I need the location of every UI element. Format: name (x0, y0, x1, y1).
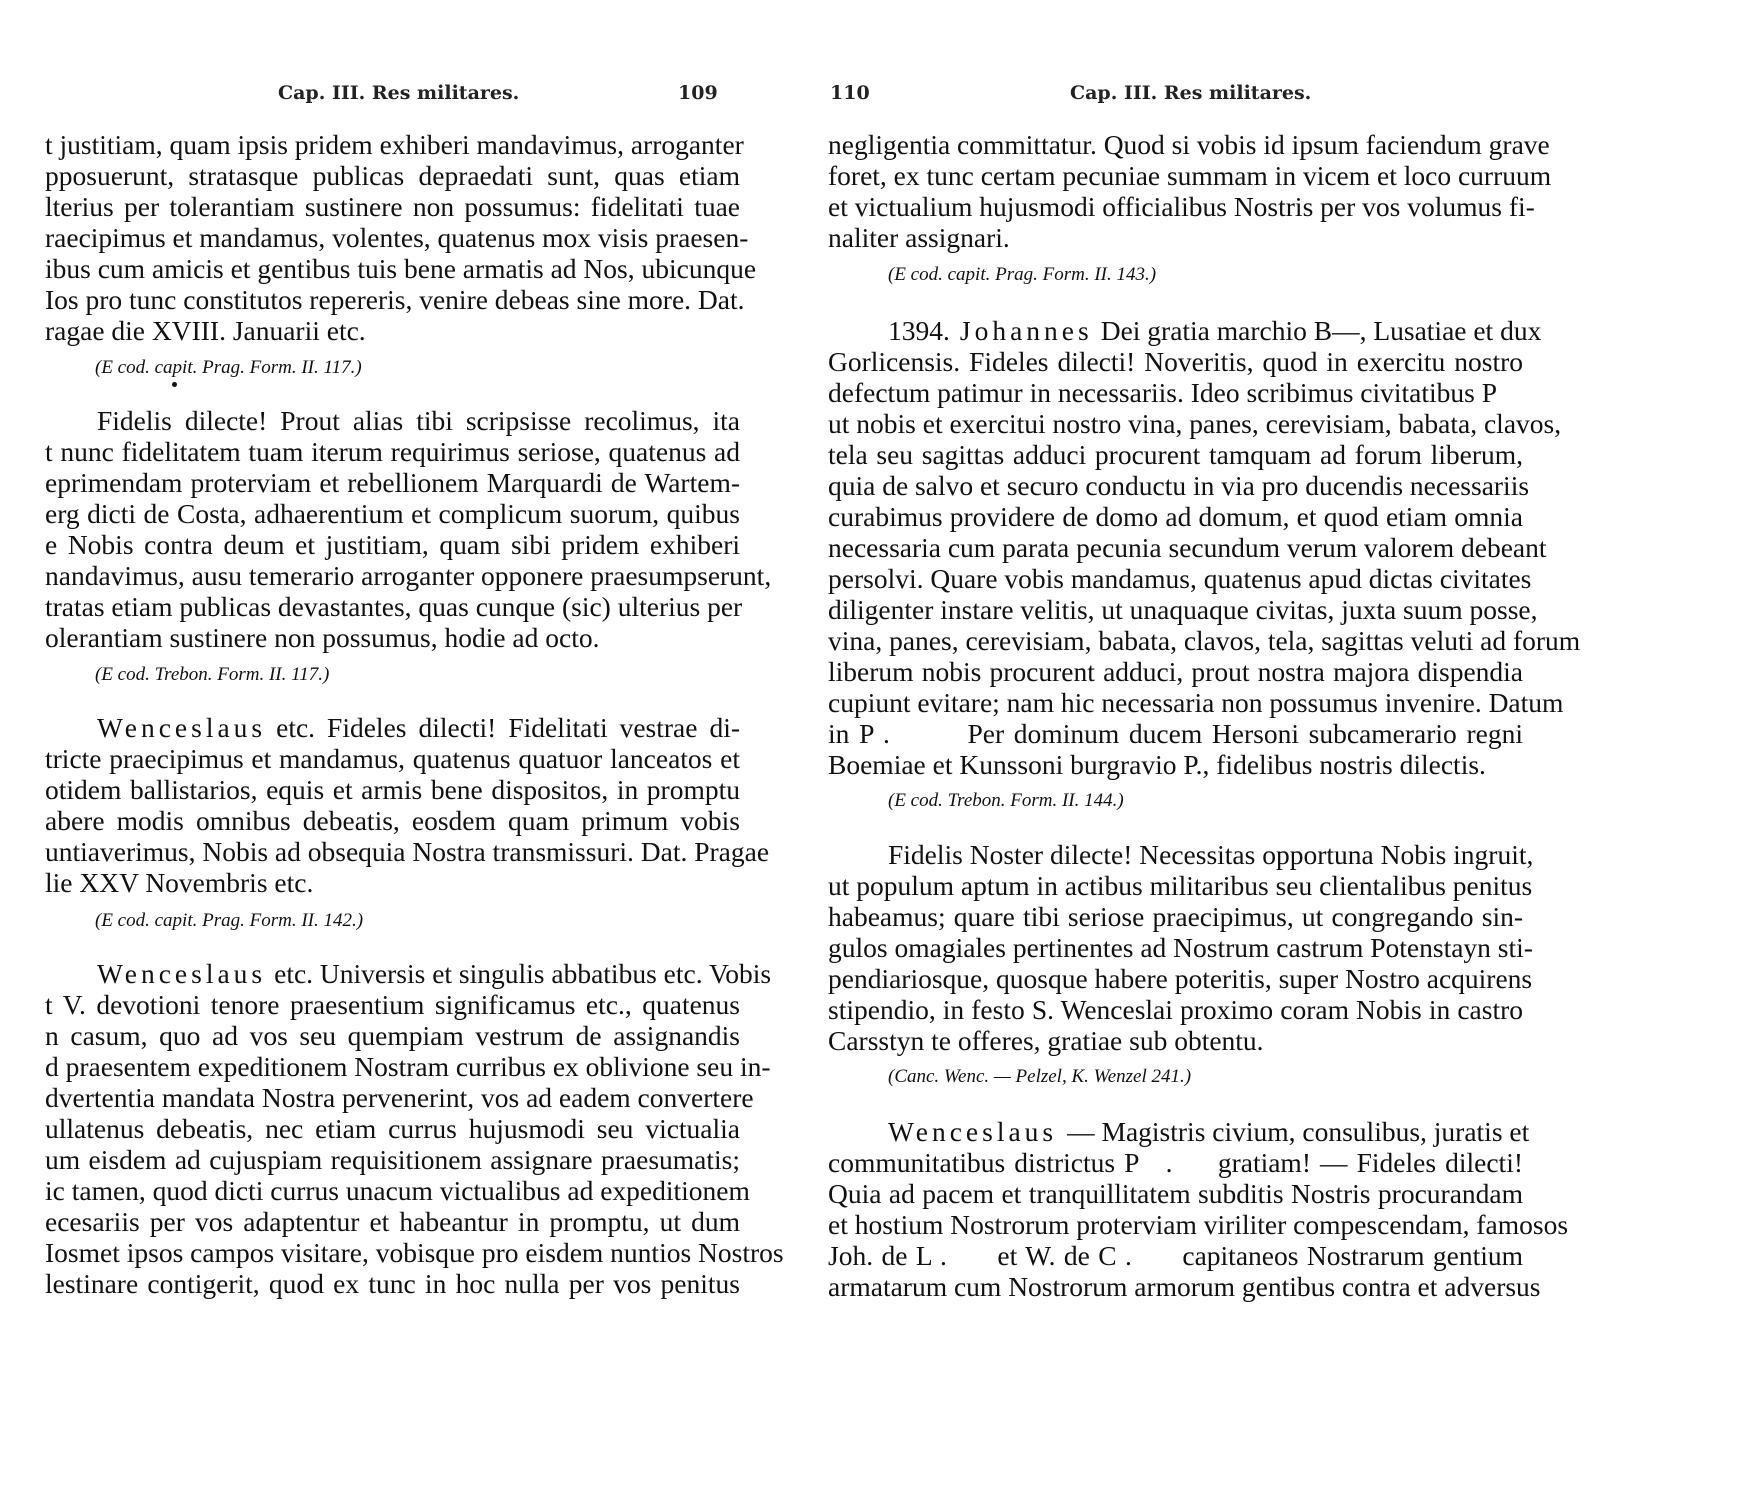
text-line: Gorlicensis. Fideles dilecti! Noveritis, quod in exercitu nostro (828, 346, 1523, 377)
text-line: lie XXV Novembris etc. (45, 867, 314, 898)
text-line: pendiariosque, quosque habere poteritis, super Nostro acquirens (828, 963, 1533, 994)
source-citation: (E cod. capit. Prag. Form. II. 117.) (95, 357, 362, 378)
text-line: otidem ballistarios, equis et armis bene dispositos, in promptu (45, 774, 740, 805)
text-line: Iosmet ipsos campos visitare, vobisque pro eisdem nuntios Nostros (45, 1237, 784, 1268)
running-head: Cap. III. Res militares. (278, 82, 520, 104)
text-fragment: — Magistris civium, consulibus, juratis et (1067, 1116, 1530, 1147)
source-citation: (E cod. capit. Prag. Form. II. 143.) (888, 264, 1157, 285)
text-line: abere modis omnibus debeatis, eosdem quam primum vobis (45, 805, 740, 836)
text-line: Quia ad pacem et tranquillitatem subditis Nostris procurandam (828, 1178, 1523, 1209)
text-line: ibus cum amicis et gentibus tuis bene armatis ad Nos, ubicunque (45, 253, 757, 284)
text-line: Fidelis dilecte! Prout alias tibi scripsisse recolimus, ita (97, 405, 740, 436)
text-line: naliter assignari. (828, 222, 1010, 253)
text-line: olerantiam sustinere non possumus, hodie ad octo. (45, 622, 600, 653)
text-line: lestinare contigerit, quod ex tunc in hoc nulla per vos penitus (45, 1268, 740, 1299)
text-line: tricte praecipimus et mandamus, quatenus quatuor lanceatos et (45, 743, 740, 774)
text-line: d praesentem expeditionem Nostram curribus ex oblivione seu in- (45, 1051, 771, 1082)
initial-name: Johannes (959, 315, 1093, 346)
initial-name: Wenceslaus (97, 712, 267, 743)
text-line: dvertentia mandata Nostra pervenerint, vos ad eadem convertere (45, 1082, 754, 1113)
text-line: Joh. de L . et W. de C . capitaneos Nostrarum gentium (828, 1240, 1523, 1271)
text-line (97, 711, 740, 745)
text-line: raecipimus et mandamus, volentes, quatenus mox visis praesen- (45, 222, 749, 253)
text-line: ragae die XVIII. Januarii etc. (45, 315, 366, 346)
text-line: ecesariis per vos adaptentur et habeantur in promptu, ut dum (45, 1206, 740, 1237)
right-page (828, 0, 1752, 1500)
text-line: Carsstyn te offeres, gratiae sub obtentu. (828, 1025, 1264, 1056)
text-line: eprimendam proterviam et rebellionem Marquardi de Wartem- (45, 467, 740, 498)
text-line (888, 1115, 1530, 1149)
text-line: erg dicti de Costa, adhaerentium et complicum suorum, quibus (45, 498, 740, 529)
text-line: et victualium hujusmodi officialibus Nostris per vos volumus fi- (828, 191, 1535, 222)
left-page (0, 0, 870, 1500)
text-line: Fidelis Noster dilecte! Necessitas opportuna Nobis ingruit, (888, 839, 1534, 870)
text-line: ic tamen, quod dicti currus unacum victualibus ad expeditionem (45, 1175, 750, 1206)
text-line: n casum, quo ad vos seu quempiam vestrum de assignandis (45, 1020, 740, 1051)
text-line: vina, panes, cerevisiam, babata, clavos, tela, sagittas veluti ad forum (828, 625, 1581, 656)
print-speck (172, 382, 177, 387)
source-citation: (E cod. capit. Prag. Form. II. 142.) (95, 910, 364, 931)
text-line: Boemiae et Kunssoni burgravio P., fidelibus nostris dilectis. (828, 749, 1486, 780)
text-line: habeamus; quare tibi seriose praecipimus, ut congregando sin- (828, 901, 1523, 932)
text-line (97, 957, 772, 991)
source-citation: (E cod. Trebon. Form. II. 144.) (888, 790, 1124, 811)
text-line: e Nobis contra deum et justitiam, quam sibi pridem exhiberi (45, 529, 740, 560)
text-line: curabimus providere de domo ad domum, et quod etiam omnia (828, 501, 1523, 532)
text-line: ut populum aptum in actibus militaribus seu clientalibus penitus (828, 870, 1533, 901)
initial-name: Wenceslaus (888, 1116, 1058, 1147)
text-fragment: Dei gratia marchio B—, Lusatiae et dux (1100, 315, 1542, 346)
text-line: in P . Per dominum ducem Hersoni subcamerario regni (828, 718, 1523, 749)
running-head: Cap. III. Res militares. (1070, 82, 1312, 104)
text-line: liberum nobis procurent adduci, prout nostra majora dispendia (828, 656, 1523, 687)
text-line: et hostium Nostrorum proterviam viriliter compescendam, famosos (828, 1209, 1569, 1240)
text-line: t nunc fidelitatem tuam iterum requirimus seriose, quatenus ad (45, 436, 740, 467)
text-line (888, 314, 1542, 348)
text-line: armatarum cum Nostrorum armorum gentibus contra et adversus (828, 1271, 1541, 1302)
text-line: negligentia committatur. Quod si vobis id ipsum faciendum grave (828, 129, 1550, 160)
text-line: t justitiam, quam ipsis pridem exhiberi mandavimus, arroganter (45, 129, 744, 160)
text-line: gulos omagiales pertinentes ad Nostrum castrum Potenstayn sti- (828, 932, 1533, 963)
source-citation: (E cod. Trebon. Form. II. 117.) (95, 664, 330, 685)
year: 1394. (888, 315, 950, 346)
text-line: um eisdem ad cujuspiam requisitionem assignare praesumatis; (45, 1144, 740, 1175)
text-fragment: etc. Universis et singulis abbatibus etc. Vobis (274, 958, 772, 989)
text-line: quia de salvo et securo conductu in via pro ducendis necessariis (828, 470, 1530, 501)
text-fragment: etc. Fideles dilecti! Fidelitati vestrae di- (276, 712, 740, 743)
page-number: 109 (678, 82, 718, 104)
source-citation: (Canc. Wenc. — Pelzel, K. Wenzel 241.) (888, 1066, 1192, 1087)
text-line: cupiunt evitare; nam hic necessaria non possumus invenire. Datum (828, 687, 1564, 718)
initial-name: Wenceslaus (97, 958, 267, 989)
text-line: untiaverimus, Nobis ad obsequia Nostra transmissuri. Dat. Pragae (45, 836, 770, 867)
text-line: tratas etiam publicas devastantes, quas cunque (sic) ulterius per (45, 591, 743, 622)
text-line: persolvi. Quare vobis mandamus, quatenus apud dictas civitates (828, 563, 1532, 594)
text-line: foret, ex tunc certam pecuniae summam in vicem et loco curruum (828, 160, 1552, 191)
text-line: lterius per tolerantiam sustinere non possumus: fidelitati tuae (45, 191, 740, 222)
text-line: Ios pro tunc constitutos repereris, venire debeas sine more. Dat. (45, 284, 745, 315)
text-line: ullatenus debeatis, nec etiam currus hujusmodi seu victualia (45, 1113, 740, 1144)
text-line: nandavimus, ausu temerario arroganter opponere praesumpserunt, (45, 560, 772, 591)
text-line: pposuerunt, stratasque publicas depraedati sunt, quas etiam (45, 160, 740, 191)
text-line: stipendio, in festo S. Wenceslai proximo coram Nobis in castro (828, 994, 1523, 1025)
text-line: defectum patimur in necessariis. Ideo scribimus civitatibus P (828, 377, 1498, 408)
page-number: 110 (830, 82, 870, 104)
text-line: t V. devotioni tenore praesentium significamus etc., quatenus (45, 989, 740, 1020)
text-line: ut nobis et exercitui nostro vina, panes, cerevisiam, babata, clavos, (828, 408, 1562, 439)
text-line: necessaria cum parata pecunia secundum verum valorem debeant (828, 532, 1547, 563)
text-line: tela seu sagittas adduci procurent tamquam ad forum liberum, (828, 439, 1523, 470)
text-line: diligenter instare velitis, ut unaquaque civitas, juxta suum posse, (828, 594, 1538, 625)
text-line: communitatibus districtus P . gratiam! — Fideles dilecti! (828, 1147, 1523, 1178)
